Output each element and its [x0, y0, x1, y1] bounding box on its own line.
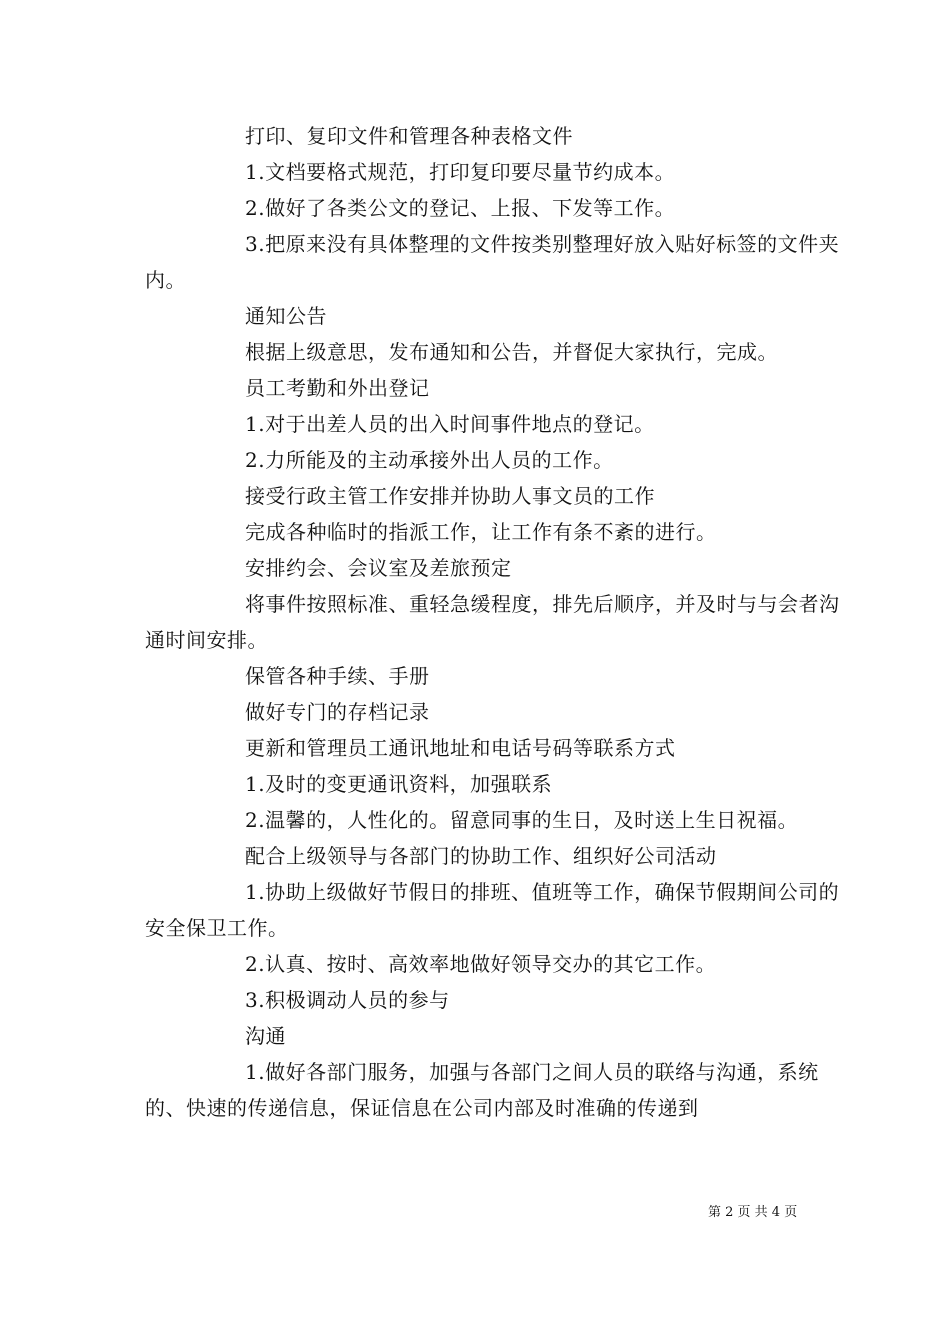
paragraph: 1.做好各部门服务，加强与各部门之间人员的联络与沟通，系统的、快速的传递信息，保证信息在公司内部及时准确的传递到 — [145, 1060, 819, 1120]
paragraph: 2.温馨的，人性化的。留意同事的生日，及时送上生日祝福。 — [245, 808, 799, 832]
paragraph: 1.协助上级做好节假日的排班、值班等工作，确保节假期间公司的安全保卫工作。 — [145, 880, 840, 940]
paragraph: 配合上级领导与各部门的协助工作、组织好公司活动 — [245, 844, 717, 868]
paragraph: 更新和管理员工通讯地址和电话号码等联系方式 — [245, 736, 676, 760]
paragraph: 员工考勤和外出登记 — [245, 376, 430, 400]
paragraph: 将事件按照标准、重轻急缓程度，排先后顺序，并及时与与会者沟通时间安排。 — [145, 592, 840, 652]
paragraph: 通知公告 — [245, 304, 327, 328]
paragraph: 2.做好了各类公文的登记、上报、下发等工作。 — [245, 196, 676, 220]
paragraph: 1.对于出差人员的出入时间事件地点的登记。 — [245, 412, 655, 436]
document-body — [145, 118, 845, 1126]
paragraph: 保管各种手续、手册 — [245, 664, 430, 688]
page-number-footer: 第 2 页 共 4 页 — [708, 1205, 798, 1220]
paragraph: 根据上级意思，发布通知和公告，并督促大家执行，完成。 — [245, 340, 778, 364]
paragraph: 2.认真、按时、高效率地做好领导交办的其它工作。 — [245, 952, 717, 976]
paragraph: 打印、复印文件和管理各种表格文件 — [245, 124, 573, 148]
paragraph: 完成各种临时的指派工作，让工作有条不紊的进行。 — [245, 520, 717, 544]
paragraph: 1.及时的变更通讯资料，加强联系 — [245, 772, 553, 796]
paragraph: 接受行政主管工作安排并协助人事文员的工作 — [245, 484, 655, 508]
paragraph: 3.积极调动人员的参与 — [245, 988, 450, 1012]
paragraph: 1.文档要格式规范，打印复印要尽量节约成本。 — [245, 160, 676, 184]
paragraph: 做好专门的存档记录 — [245, 700, 430, 724]
paragraph: 安排约会、会议室及差旅预定 — [245, 556, 512, 580]
paragraph: 2.力所能及的主动承接外出人员的工作。 — [245, 448, 614, 472]
paragraph: 沟通 — [245, 1024, 286, 1048]
paragraph: 3.把原来没有具体整理的文件按类别整理好放入贴好标签的文件夹内。 — [145, 232, 840, 292]
